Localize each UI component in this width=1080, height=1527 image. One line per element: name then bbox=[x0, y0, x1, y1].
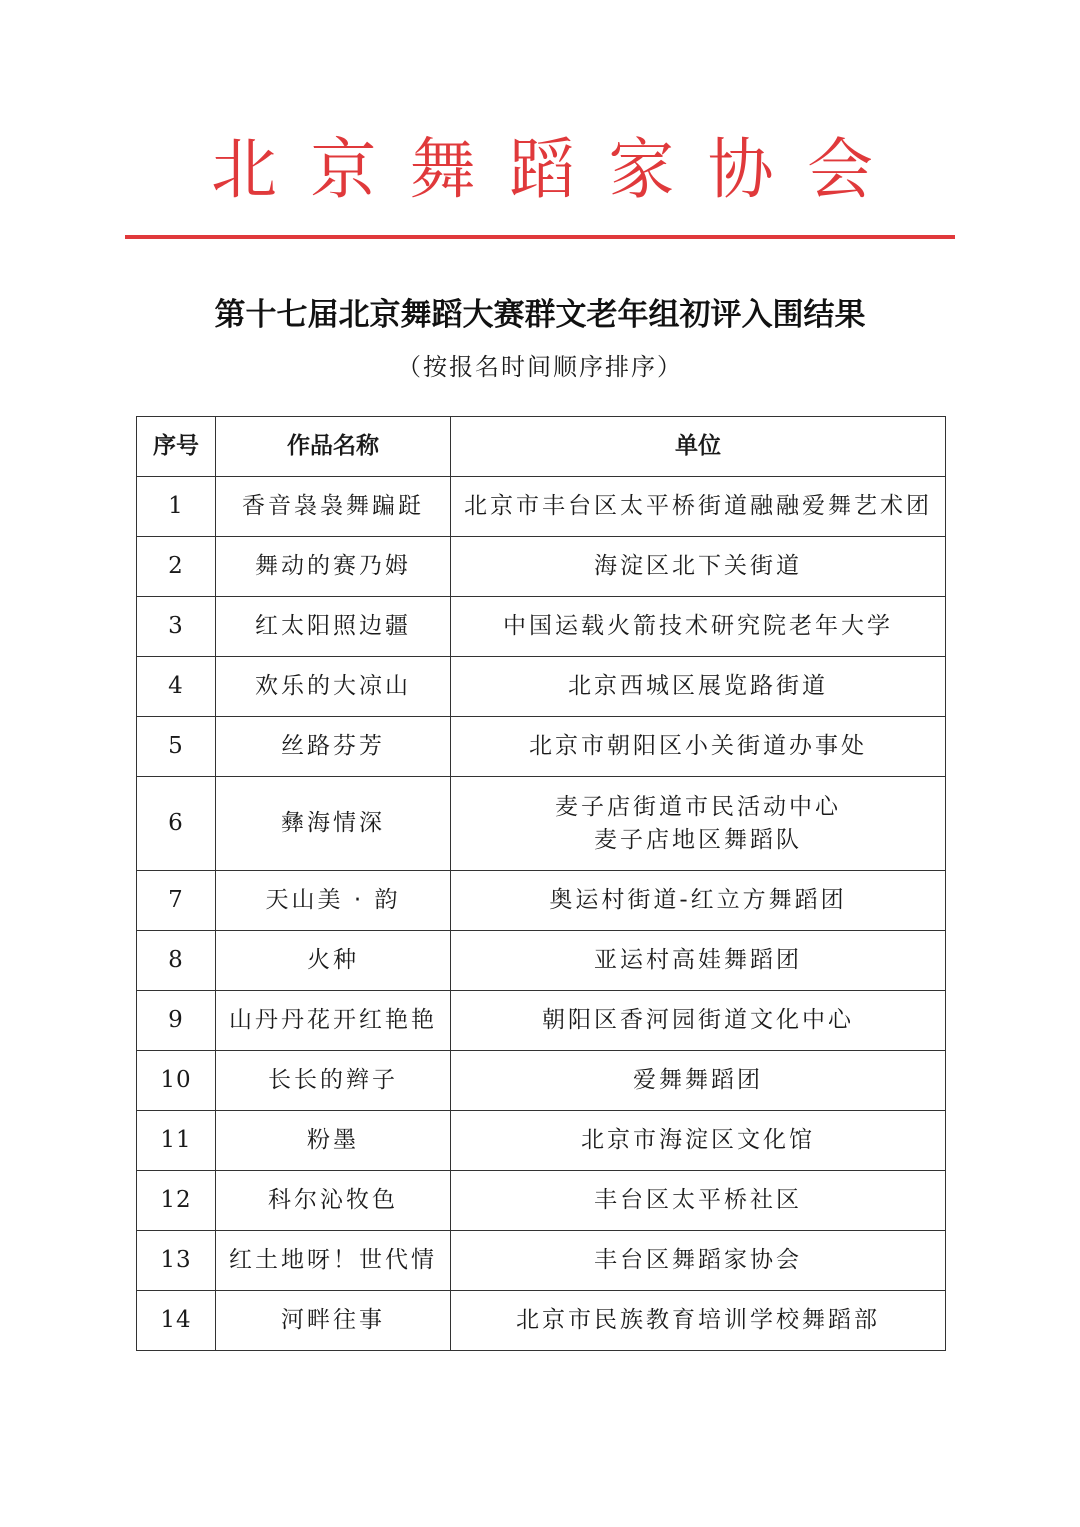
row-number: 4 bbox=[137, 657, 216, 717]
header-work-name: 作品名称 bbox=[216, 417, 451, 477]
table-row bbox=[137, 1231, 946, 1291]
row-number: 9 bbox=[137, 991, 216, 1051]
row-number: 14 bbox=[137, 1291, 216, 1351]
row-number: 2 bbox=[137, 537, 216, 597]
row-unit bbox=[451, 1111, 946, 1171]
row-unit bbox=[451, 1171, 946, 1231]
row-unit bbox=[451, 1231, 946, 1291]
row-work-name: 长长的辫子 bbox=[216, 1051, 451, 1111]
row-unit bbox=[451, 477, 946, 537]
header-unit: 单位 bbox=[451, 417, 946, 477]
document-title: 第十七届北京舞蹈大赛群文老年组初评入围结果 bbox=[214, 297, 866, 333]
table-row bbox=[137, 717, 946, 777]
row-work-name: 红土地呀！世代情 bbox=[216, 1231, 451, 1291]
letterhead-char: 蹈 bbox=[508, 131, 575, 208]
row-unit-line: 麦子店地区舞蹈队 bbox=[594, 826, 802, 853]
row-work-name: 河畔往事 bbox=[216, 1291, 451, 1351]
letterhead-char: 协 bbox=[707, 131, 774, 208]
row-unit-line: 丰台区舞蹈家协会 bbox=[594, 1247, 802, 1273]
letterhead-char: 家 bbox=[608, 131, 675, 208]
row-work-name: 红太阳照边疆 bbox=[216, 597, 451, 657]
table-row bbox=[137, 1171, 946, 1231]
table-row bbox=[137, 477, 946, 537]
table-header-row bbox=[137, 417, 946, 477]
row-work-name: 香音袅袅舞蹁跹 bbox=[216, 477, 451, 537]
table-row bbox=[137, 657, 946, 717]
letterhead-char: 舞 bbox=[409, 131, 476, 208]
row-number: 12 bbox=[137, 1171, 216, 1231]
letterhead-divider bbox=[125, 235, 955, 239]
row-work-name: 粉墨 bbox=[216, 1111, 451, 1171]
row-unit-line: 北京市朝阳区小关街道办事处 bbox=[529, 733, 867, 759]
row-unit bbox=[451, 1051, 946, 1111]
letterhead-char: 京 bbox=[310, 131, 377, 208]
row-unit-line: 亚运村高娃舞蹈团 bbox=[594, 947, 802, 973]
row-unit bbox=[451, 1291, 946, 1351]
document-subtitle: （按报名时间顺序排序） bbox=[397, 353, 683, 381]
table-row bbox=[137, 537, 946, 597]
table-row bbox=[137, 597, 946, 657]
row-unit-line: 奥运村街道-红立方舞蹈团 bbox=[549, 887, 847, 913]
row-unit-line: 海淀区北下关街道 bbox=[594, 553, 802, 579]
row-work-name: 彝海情深 bbox=[216, 777, 451, 871]
row-work-name: 丝路芬芳 bbox=[216, 717, 451, 777]
header-number: 序号 bbox=[137, 417, 216, 477]
table-row bbox=[137, 777, 946, 871]
row-number: 11 bbox=[137, 1111, 216, 1171]
row-work-name: 火种 bbox=[216, 931, 451, 991]
row-work-name: 舞动的赛乃姆 bbox=[216, 537, 451, 597]
row-number: 1 bbox=[137, 477, 216, 537]
letterhead-char: 会 bbox=[806, 131, 873, 208]
row-unit-line: 中国运载火箭技术研究院老年大学 bbox=[503, 613, 893, 639]
row-number: 8 bbox=[137, 931, 216, 991]
table-row bbox=[137, 1291, 946, 1351]
row-unit bbox=[451, 717, 946, 777]
row-number: 10 bbox=[137, 1051, 216, 1111]
row-unit-line: 北京市民族教育培训学校舞蹈部 bbox=[516, 1307, 880, 1333]
row-number: 3 bbox=[137, 597, 216, 657]
row-number: 5 bbox=[137, 717, 216, 777]
row-unit bbox=[451, 657, 946, 717]
row-unit-line: 丰台区太平桥社区 bbox=[594, 1187, 802, 1213]
row-work-name: 天山美 · 韵 bbox=[216, 871, 451, 931]
row-work-name: 科尔沁牧色 bbox=[216, 1171, 451, 1231]
row-work-name: 山丹丹花开红艳艳 bbox=[216, 991, 451, 1051]
letterhead-org-name bbox=[125, 130, 955, 210]
table-row bbox=[137, 1111, 946, 1171]
row-unit bbox=[451, 871, 946, 931]
row-unit bbox=[451, 777, 946, 871]
row-unit-line: 麦子店街道市民活动中心 bbox=[555, 793, 841, 820]
row-unit-line: 朝阳区香河园街道文化中心 bbox=[542, 1007, 854, 1033]
table-row bbox=[137, 931, 946, 991]
row-unit-line: 北京市海淀区文化馆 bbox=[581, 1127, 815, 1153]
row-unit-line: 北京市丰台区太平桥街道融融爱舞艺术团 bbox=[464, 493, 932, 519]
row-unit bbox=[451, 931, 946, 991]
results-table bbox=[136, 416, 946, 1351]
row-number: 13 bbox=[137, 1231, 216, 1291]
letterhead-char: 北 bbox=[211, 131, 277, 208]
row-unit-line: 爱舞舞蹈团 bbox=[633, 1067, 763, 1093]
table-row bbox=[137, 991, 946, 1051]
table-row bbox=[137, 871, 946, 931]
row-unit bbox=[451, 991, 946, 1051]
table-row bbox=[137, 1051, 946, 1111]
row-unit-line: 北京西城区展览路街道 bbox=[568, 673, 828, 699]
row-unit bbox=[451, 537, 946, 597]
row-unit bbox=[451, 597, 946, 657]
row-number: 6 bbox=[137, 777, 216, 871]
row-number: 7 bbox=[137, 871, 216, 931]
row-work-name: 欢乐的大凉山 bbox=[216, 657, 451, 717]
